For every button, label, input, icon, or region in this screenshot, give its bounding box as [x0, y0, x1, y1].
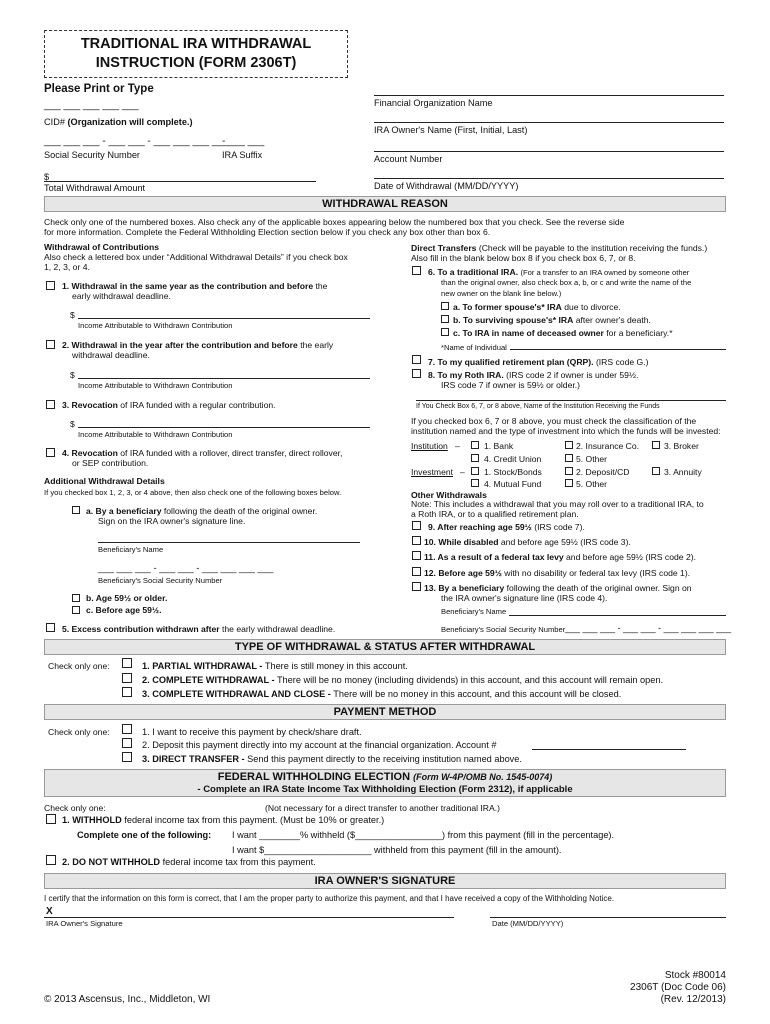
r-beneficiary-ssn-blank[interactable]: ___ ___ ___ - ___ ___ - ___ ___ ___ ___ — [565, 623, 732, 633]
investment-dash: – — [460, 467, 465, 477]
checkbox-b[interactable] — [72, 594, 80, 602]
withholding-opt-2: 2. DO NOT WITHHOLD federal income tax from this payment. — [62, 857, 316, 867]
type-checkbox-2[interactable] — [122, 673, 132, 683]
owner-name-label: IRA Owner's Name (First, Initial, Last) — [374, 125, 528, 135]
item-3-dollar: $ — [70, 419, 75, 429]
type-status-bar: TYPE OF WITHDRAWAL & STATUS AFTER WITHDRAWAL — [44, 639, 726, 655]
revision: (Rev. 12/2013) — [660, 994, 726, 1005]
item-4: 4. Revocation of IRA funded with a rollover, direct transfer, direct rollover, — [62, 448, 343, 458]
inv-opt-annuity: 3. Annuity — [664, 467, 702, 477]
owner-name-line[interactable] — [374, 122, 724, 123]
withhold-dollar-field[interactable]: I want $_____________________ withheld from this payment (fill in the amount). — [232, 845, 562, 855]
inv-opt-deposit: 2. Deposit/CD — [576, 467, 630, 477]
contrib-title: Withdrawal of Contributions — [44, 242, 159, 252]
inst-note-1: If you checked box 6, 7 or 8 above, you must check the classification of the — [411, 416, 697, 426]
other-note-1: Note: This includes a withdrawal that you may roll over to a traditional IRA, to — [411, 499, 704, 509]
type-opt-3: 3. COMPLETE WITHDRAWAL AND CLOSE - There will be no money in this account, and this account will be closed. — [142, 689, 622, 699]
inst-opt-credit-union: 4. Credit Union — [484, 454, 542, 464]
item-5: 5. Excess contribution withdrawn after the early withdrawal deadline. — [62, 624, 336, 634]
reason-intro-1: Check only one of the numbered boxes. Also check any of the applicable boxes appearing below the numbered box that you check. See the reverse side — [44, 217, 625, 227]
item-2: 2. Withdrawal in the year after the contribution and before the early — [62, 340, 334, 350]
checkbox-c[interactable] — [72, 606, 80, 614]
payment-checkbox-3[interactable] — [122, 752, 132, 762]
fin-org-line[interactable] — [374, 95, 724, 96]
ssn-label: Social Security Number — [44, 150, 140, 160]
signature-label: IRA Owner's Signature — [46, 919, 123, 928]
details-title: Additional Withdrawal Details — [44, 476, 165, 486]
payment-checkbox-2[interactable] — [122, 738, 132, 748]
item-2-line2: withdrawal deadline. — [72, 350, 150, 360]
beneficiary-ssn-label: Beneficiary's Social Security Number — [98, 576, 223, 585]
detail-a-line2: Sign on the IRA owner's signature line. — [98, 516, 246, 526]
signature-x: X — [46, 906, 53, 917]
item-8-line2: IRS code 7 if owner is 59½ or older.) — [441, 380, 581, 390]
withholding-subtitle: - Complete an IRA State Income Tax Withholding Election (Form 2312), if applicable — [197, 784, 573, 795]
inv-checkbox-5[interactable] — [565, 479, 573, 487]
form-title-line2: INSTRUCTION (FORM 2306T) — [95, 55, 297, 71]
inv-opt-other: 5. Other — [576, 479, 608, 489]
details-note: If you checked box 1, 2, 3, or 4 above, then also check one of the following boxes below. — [44, 488, 342, 497]
ira-suffix-label: IRA Suffix — [222, 150, 263, 160]
date-label: Date of Withdrawal (MM/DD/YYYY) — [374, 181, 519, 191]
inv-checkbox-1[interactable] — [471, 467, 479, 475]
item-6c: c. To IRA in name of deceased owner for a beneficiary.* — [453, 328, 673, 338]
payment-checkbox-1[interactable] — [122, 724, 132, 734]
checkbox-9[interactable] — [412, 521, 421, 530]
withholding-checkbox-1[interactable] — [46, 814, 56, 824]
checkbox-4[interactable] — [46, 448, 55, 457]
reason-intro-2: for more information. Complete the Federal Withholding Election section below if you check any box other than box 6. — [44, 227, 491, 237]
account-line[interactable] — [374, 151, 724, 152]
payment-method-bar: PAYMENT METHOD — [44, 704, 726, 720]
detail-c: c. Before age 59½. — [86, 605, 162, 615]
item-6-line2: than the original owner, also check box a, b, or c and write the name of the — [441, 278, 692, 287]
type-checkbox-3[interactable] — [122, 687, 132, 697]
item-1-income-line[interactable] — [78, 318, 370, 319]
item-9: 9. After reaching age 59½ (IRS code 7). — [428, 522, 585, 532]
inst-opt-other: 5. Other — [576, 454, 608, 464]
withholding-title: FEDERAL WITHHOLDING ELECTION (Form W-4P/OMB No. 1545-0074) — [217, 771, 553, 783]
inv-opt-mutual: 4. Mutual Fund — [484, 479, 542, 489]
other-withdrawals-title: Other Withdrawals — [411, 490, 487, 500]
signature-bar: IRA OWNER'S SIGNATURE — [44, 873, 726, 889]
withholding-check-only-one: Check only one: — [44, 803, 106, 813]
item-3-income-label: Income Attributable to Withdrawn Contribution — [78, 430, 233, 439]
beneficiary-name-line[interactable] — [98, 542, 360, 543]
item-13-line2: the IRA owner's signature line (IRS code 4). — [441, 593, 608, 603]
item-6b: b. To surviving spouse's* IRA after owner's death. — [453, 315, 651, 325]
r-beneficiary-name-label: Beneficiary's Name — [441, 607, 509, 616]
institution-name-line[interactable] — [416, 400, 726, 401]
signature-date-label: Date (MM/DD/YYYY) — [492, 919, 564, 928]
withholding-opt-1: 1. WITHHOLD federal income tax from this payment. (Must be 10% or greater.) — [62, 815, 385, 825]
inst-note-2: institution named and the type of investment into which the funds will be invested: — [411, 426, 721, 436]
copyright: © 2013 Ascensus, Inc., Middleton, WI — [44, 994, 211, 1005]
withhold-percent-field[interactable]: I want ________% withheld ($_________________) from this payment (fill in the percentage). — [232, 830, 615, 840]
contrib-note-1: Also check a lettered box under “Additional Withdrawal Details” if you check box — [44, 252, 348, 262]
investment-label: Investment — [411, 467, 454, 477]
inst-opt-bank: 1. Bank — [484, 441, 514, 451]
item-6a: a. To former spouse's* IRA due to divorce. — [453, 302, 621, 312]
checkbox-12[interactable] — [412, 567, 421, 576]
item-6: 6. To a traditional IRA. (For a transfer to an IRA owned by someone other — [428, 267, 690, 277]
inst-opt-broker: 3. Broker — [664, 441, 699, 451]
item-4-line2: or SEP contribution. — [72, 458, 149, 468]
item-3: 3. Revocation of IRA funded with a regular contribution. — [62, 400, 276, 410]
date-line[interactable] — [374, 178, 724, 179]
complete-one-label: Complete one of the following: — [77, 830, 212, 840]
inst-checkbox-1[interactable] — [471, 441, 479, 449]
checkbox-11[interactable] — [412, 551, 421, 560]
checkbox-6[interactable] — [412, 266, 421, 275]
checkbox-a[interactable] — [72, 506, 80, 514]
inst-opt-insurance: 2. Insurance Co. — [576, 441, 640, 451]
item-1-dollar: $ — [70, 310, 75, 320]
payment-opt-1: 1. I want to receive this payment by check/share draft. — [142, 727, 362, 737]
item-6-line3: new owner on the blank line below.) — [441, 289, 562, 298]
item-1-income-label: Income Attributable to Withdrawn Contribution — [78, 321, 233, 330]
contrib-note-2: 1, 2, 3, or 4. — [44, 262, 90, 272]
please-print-label: Please Print or Type — [44, 83, 154, 95]
inst-checkbox-2[interactable] — [565, 441, 573, 449]
total-amount-line[interactable] — [44, 181, 316, 182]
inst-checkbox-4[interactable] — [471, 454, 479, 462]
institution-label: Institution — [411, 441, 448, 451]
form-title-line1: TRADITIONAL IRA WITHDRAWAL — [80, 36, 312, 52]
direct-transfers-line2: Also fill in the blank below box 8 if you check box 6, 7, or 8. — [411, 253, 636, 263]
withdrawal-reason-bar: WITHDRAWAL REASON — [44, 196, 726, 212]
total-amount-label: Total Withdrawal Amount — [44, 183, 146, 193]
doc-code: 2306T (Doc Code 06) — [630, 982, 726, 993]
direct-transfers: Direct Transfers (Check will be payable to the institution receiving the funds.) — [411, 243, 708, 253]
checkbox-7[interactable] — [412, 355, 421, 364]
cid-label: CID# (Organization will complete.) — [44, 117, 193, 127]
inst-checkbox-3[interactable] — [652, 441, 660, 449]
account-label: Account Number — [374, 154, 443, 164]
detail-b: b. Age 59½ or older. — [86, 593, 168, 603]
ssn-blank[interactable]: ___ ___ ___ - ___ ___ - ___ ___ ___ ___ — [44, 136, 229, 147]
other-note-2: a Roth IRA, or to a qualified retirement plan. — [411, 509, 579, 519]
item-1: 1. Withdrawal in the same year as the contribution and before the — [62, 281, 328, 291]
item-2-dollar: $ — [70, 370, 75, 380]
r-beneficiary-ssn-label: Beneficiary's Social Security Number — [441, 625, 566, 634]
beneficiary-ssn-blank[interactable]: ___ ___ ___ - ___ ___ - ___ ___ ___ ___ — [98, 563, 274, 574]
type-opt-2: 2. COMPLETE WITHDRAWAL - There will be no money (including dividends) in this account, and this account will remain open. — [142, 675, 664, 685]
stock-number: Stock #80014 — [664, 970, 726, 981]
institution-name-label: If You Check Box 6, 7, or 8 above, Name of the Institution Receiving the Funds — [416, 403, 660, 410]
cid-blank[interactable]: ___ ___ ___ ___ ___ — [44, 100, 139, 111]
item-2-income-label: Income Attributable to Withdrawn Contribution — [78, 381, 233, 390]
item-11: 11. As a result of a federal tax levy and before age 59½ (IRS code 2). — [424, 552, 696, 562]
account-number-line[interactable] — [532, 749, 686, 750]
checkbox-6a[interactable] — [441, 302, 449, 310]
inv-checkbox-4[interactable] — [471, 479, 479, 487]
item-13: 13. By a beneficiary following the death of the original owner. Sign on — [424, 583, 692, 593]
checkbox-10[interactable] — [412, 536, 421, 545]
item-3-income-line[interactable] — [78, 427, 370, 428]
certify-text: I certify that the information on this form is correct, that I am the proper party to authorize this payment, and that I have received a copy of the Withholding Notice. — [44, 894, 615, 903]
checkbox-5[interactable] — [46, 623, 55, 632]
dollar-sign: $ — [44, 172, 50, 182]
type-opt-1: 1. PARTIAL WITHDRAWAL - There is still money in this account. — [142, 661, 408, 671]
payment-check-only-one: Check only one: — [48, 727, 110, 737]
inv-opt-stock: 1. Stock/Bonds — [484, 467, 542, 477]
inv-checkbox-3[interactable] — [652, 467, 660, 475]
withholding-checkbox-2[interactable] — [46, 855, 56, 865]
item-12: 12. Before age 59½ with no disability or federal tax levy (IRS code 1). — [424, 568, 691, 578]
checkbox-2[interactable] — [46, 340, 55, 349]
checkbox-6c[interactable] — [441, 328, 449, 336]
payment-opt-2: 2. Deposit this payment directly into my account at the financial organization. Account # — [142, 740, 497, 750]
checkbox-1[interactable] — [46, 281, 55, 290]
type-check-only-one: Check only one: — [48, 661, 110, 671]
item-1-line2: early withdrawal deadline. — [72, 291, 171, 301]
item-2-income-line[interactable] — [78, 378, 370, 379]
form-title-box — [44, 30, 348, 78]
inv-checkbox-2[interactable] — [565, 467, 573, 475]
name-of-individual-label: *Name of Individual — [441, 343, 510, 352]
fin-org-label: Financial Organization Name — [374, 98, 493, 108]
signature-date-line[interactable] — [490, 917, 726, 918]
payment-opt-3: 3. DIRECT TRANSFER - Send this payment directly to the receiving institution named above. — [142, 754, 522, 764]
withholding-not-necessary: (Not necessary for a direct transfer to another traditional IRA.) — [265, 803, 500, 813]
item-7: 7. To my qualified retirement plan (QRP). (IRS code G.) — [428, 357, 649, 367]
item-10: 10. While disabled and before age 59½ (IRS code 3). — [424, 537, 631, 547]
institution-dash: – — [455, 441, 460, 451]
beneficiary-name-label: Beneficiary's Name — [98, 545, 164, 554]
checkbox-13[interactable] — [412, 582, 421, 591]
signature-line[interactable] — [44, 917, 454, 918]
checkbox-3[interactable] — [46, 400, 55, 409]
ira-suffix-blank[interactable]: - ___ ___ — [222, 136, 265, 147]
checkbox-6b[interactable] — [441, 315, 449, 323]
type-checkbox-1[interactable] — [122, 658, 132, 668]
checkbox-8[interactable] — [412, 369, 421, 378]
inst-checkbox-5[interactable] — [565, 454, 573, 462]
detail-a: a. By a beneficiary following the death of the original owner. — [86, 506, 318, 516]
item-8: 8. To my Roth IRA. (IRS code 2 if owner is under 59½. — [428, 370, 639, 380]
